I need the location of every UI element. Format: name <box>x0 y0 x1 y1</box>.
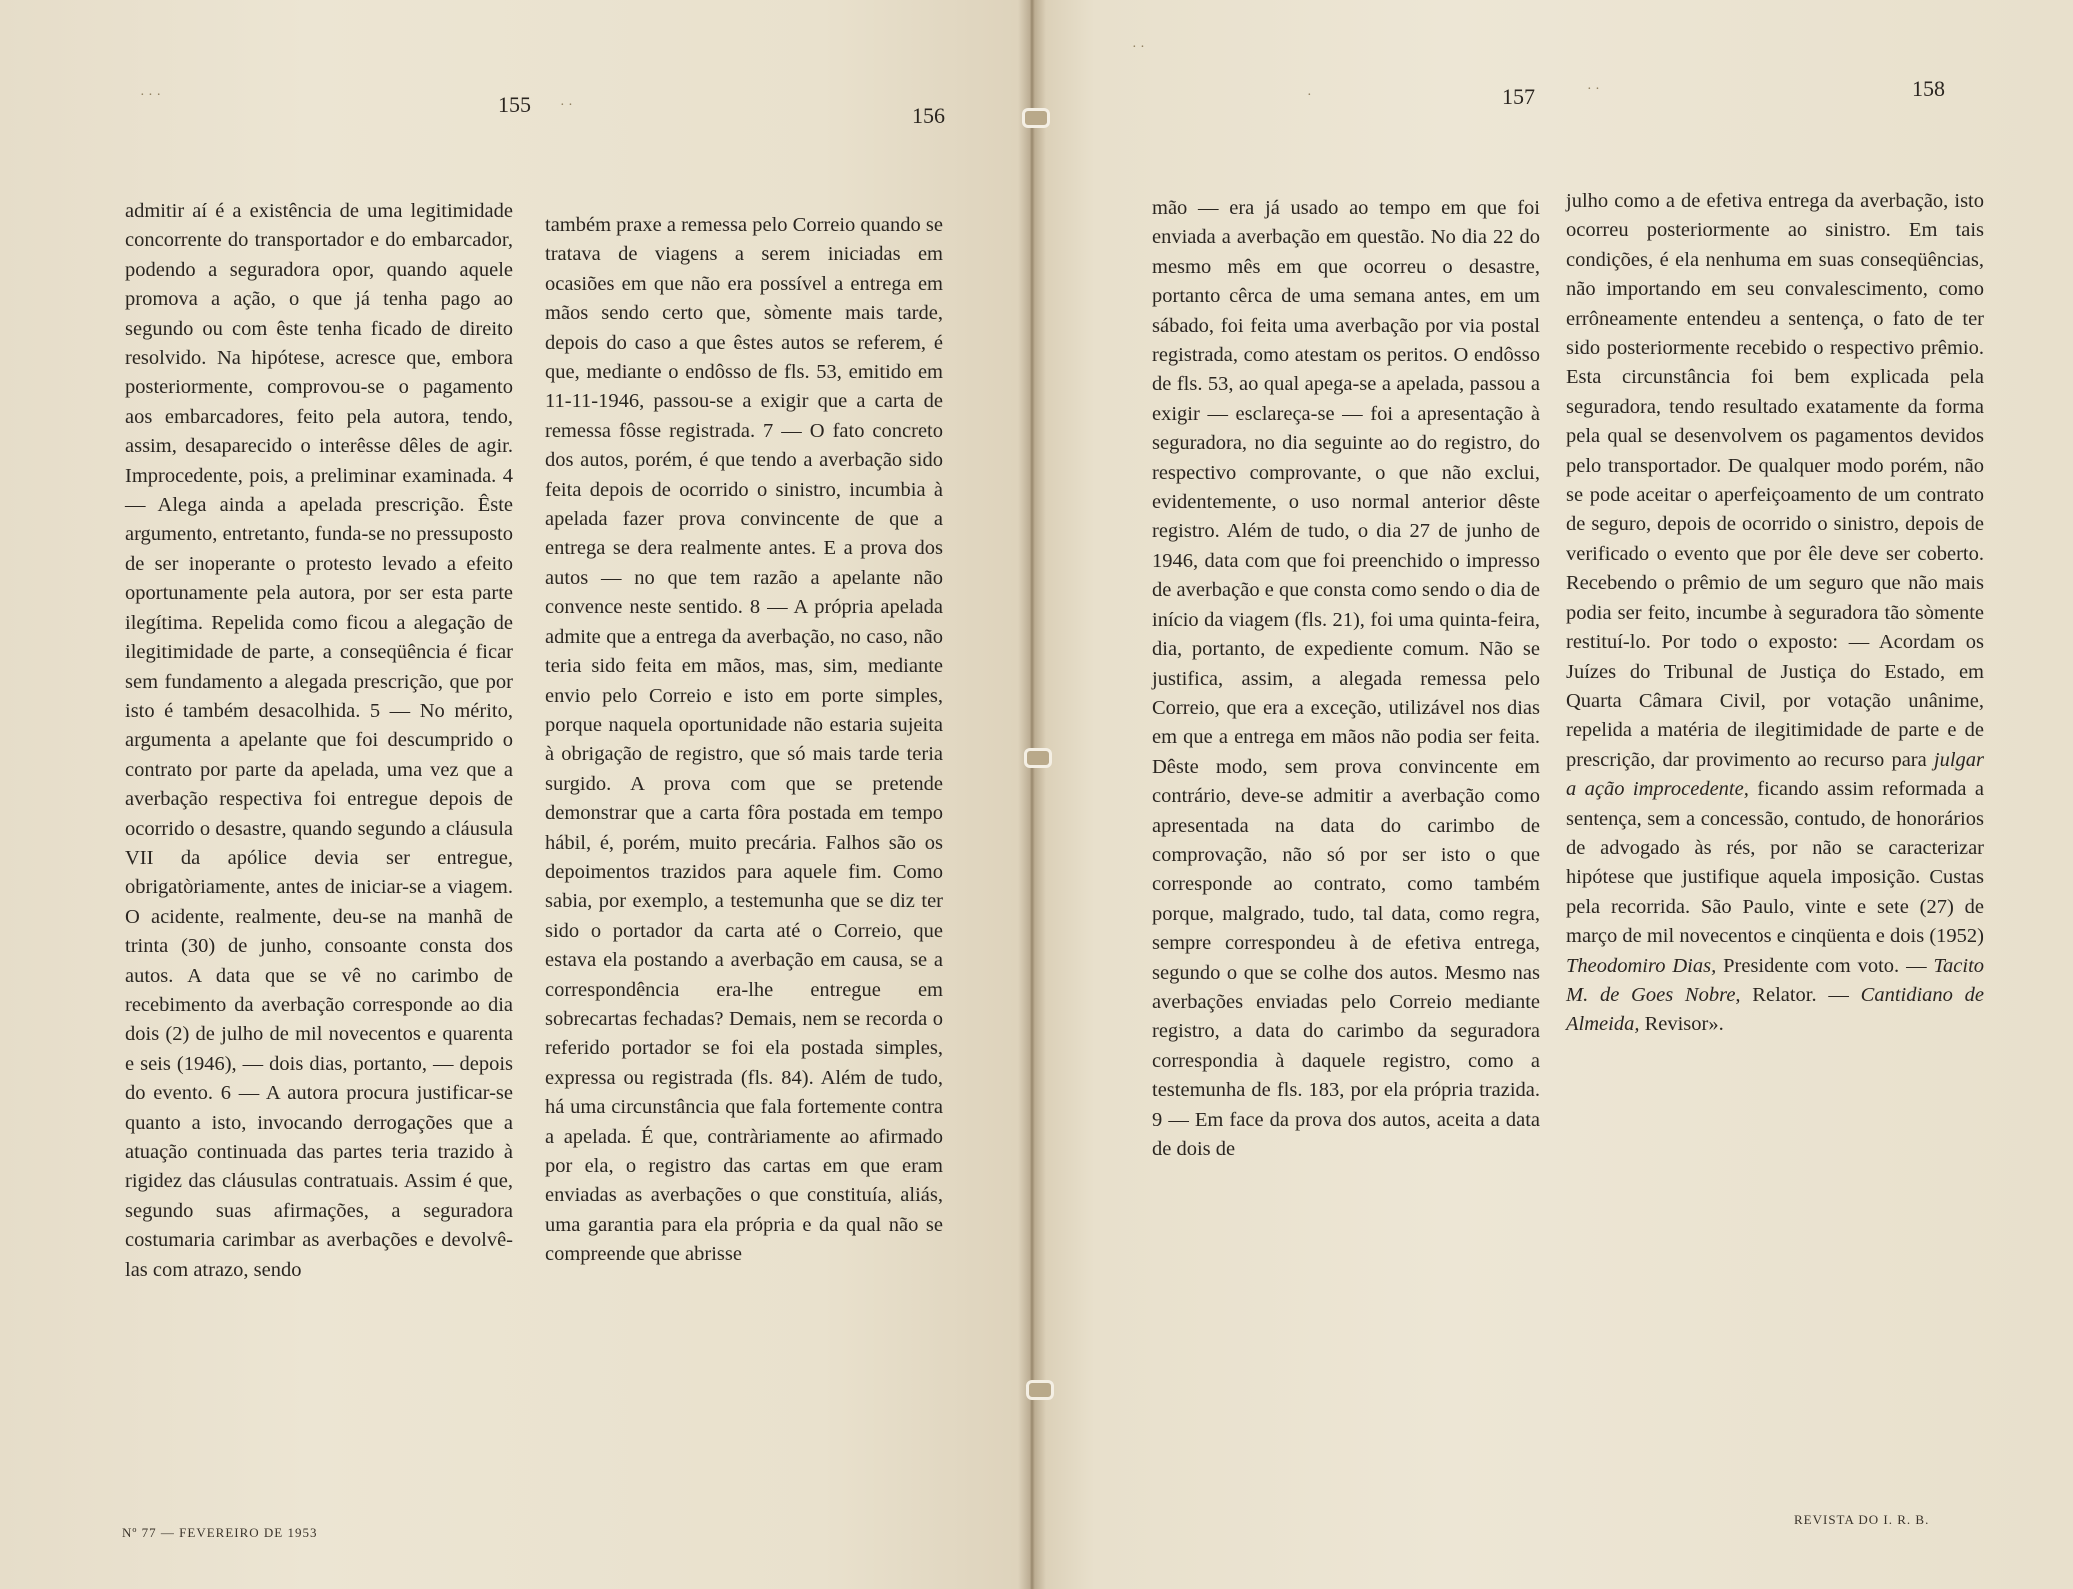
text-column-156: também praxe a remessa pelo Correio quando se tratava de viagens a serem iniciadas em ocasiões em que não era possível a entrega em mãos sendo certo que, sòmente mais tarde, depois do caso a que êstes autos se referem, é que, mediante o endôsso de fls. 53, emitido em 11-11-1946, passou-se a exigir que a carta de remessa fôsse registrada. 7 — O fato concreto dos autos, porém, é que tendo a averbação sido feita depois de ocorrido o sinistro, incumbia à apelada fazer prova convincente de que a entrega se dera realmente antes. E a prova dos autos — no que tem razão a apelante não convence neste sentido. 8 — A própria apelada admite que a entrega da averbação, no caso, não teria sido feita em mãos, mas, sim, mediante envio pelo Correio e isto em porte simples, porque naquela oportunidade não estaria sujeita à obrigação de registro, que só mais tarde teria surgido. A prova com que se pretende demonstrar que a carta fôra postada em tempo hábil, é, porém, muito precária. Falhos são os depoimentos trazidos para aquele fim. Como sabia, por exemplo, a testemunha que se diz ter sido o portador da carta até o Correio, que estava ela postando a averbação em causa, se a correspondência era-lhe entregue em sobrecartas fechadas? Demais, nem se recorda o referido portador se foi ela postada simples, expressa ou registrada (fls. 84). Além de tudo, há uma circunstância que fala fortemente contra a apelada. É que, contràriamente ao afirmado por ela, o registro das cartas em que eram enviadas as averbações o que constituía, aliás, uma garantia para ela própria e da qual não se compreende que abrisse <box>545 214 943 1266</box>
footer-journal: REVISTA DO I. R. B. <box>1794 1512 1930 1527</box>
col158-text-b: ficando assim reformada a sentença, sem a concessão, contudo, de honorários de advogado às rés, por não se caracterizar hipótese que justifique aquela imposição. Custas pela recorrida. São Paulo, vinte e sete (27) de março de mil novecentos e cinqüenta e dois (1952) <box>1566 778 1984 948</box>
col158-italic-ruling: julgar a ação improcedente, <box>1566 748 1984 801</box>
col158-italic-president: Theodomiro Dias, <box>1566 954 1717 977</box>
page-number-157: 157 <box>1502 84 1535 109</box>
col158-text-c: Presidente com voto. — <box>1723 954 1927 977</box>
staple-top <box>1022 108 1050 128</box>
text-column-155: admitir aí é a existência de uma legitimidade concorrente do transportador e do embarcador, podendo a seguradora opor, quando aquele promova a ação, o que já tenha pago ao segundo ou com êste tenha ficado de direito resolvido. Na hipótese, acresce que, embora posteriormente, comprovou-se o pagamento aos embarcadores, feito pela autora, tendo, assim, desaparecido o interêsse dêles de agir. Improcedente, pois, a preliminar examinada. 4 — Alega ainda a apelada prescrição. Êste argumento, entretanto, funda-se no pressuposto de ser inoperante o protesto levado a efeito oportunamente pela autora, por ser esta parte ilegítima. Repelida como ficou a alegação de ilegitimidade de parte, a conseqüência é ficar sem fundamento a alegada prescrição, que por isto é também desacolhida. 5 — No mérito, argumenta a apelante que foi descumprido o contrato por parte da apelada, uma vez que a averbação respectiva foi entregue depois de ocorrido o desastre, quando segundo a cláusula VII da apólice devia ser entregue, obrigatòriamente, antes de iniciar-se a viagem. O acidente, realmente, deu-se na manhã de trinta (30) de junho, consoante consta dos autos. A data que se vê no carimbo de recebimento da averbação corresponde ao dia dois (2) de julho de mil novecentos e quarenta e seis (1946), — dois dias, portanto, — depois do evento. 6 — A autora procura justificar-se quanto a isto, invocando derrogações que a atuação continuada das partes teria trazido à rigidez das cláusulas contratuais. Assim é que, segundo suas afirmações, a seguradora costumaria carimbar as averbações e devolvê-las com atrazo, sendo <box>125 200 513 1281</box>
staple-middle <box>1024 748 1052 768</box>
page-number-158: 158 <box>1912 76 1945 101</box>
col158-text-a: julho como a de efetiva entrega da averbação, isto ocorreu posteriormente ao sinistro. Em tais condições, é ela nenhuma em suas conseqüências, não importando em seu convalescimento, como errôneamente entendeu a sentença, o fato de ter sido posteriormente recebido o respectivo prêmio. Esta circunstância foi bem explicada pela seguradora, tendo resultado exatamente da forma pela qual se desenvolvem os pagamentos devidos pelo transportador. De qualquer modo porém, não se pode aceitar o aperfeiçoamento de um contrato de seguro, depois de ocorrido o sinistro, depois de verificado o evento que por êle deve ser coberto. Recebendo o prêmio de um seguro que não mais podia ser feito, incumbe à seguradora tão sòmente restituí-lo. Por todo o exposto: — Acordam os Juízes do Tribunal de Justiça do Estado, em Quarta Câmara Civil, por votação unânime, repelida a matéria de ilegitimidade de parte e de prescrição, dar provimento ao recurso para <box>1566 190 1984 771</box>
left-page: · · · · · 155 156 admitir aí é a existência de uma legitimidade concorrente do transportador e do embarcador, podendo a seguradora opor, quando aquele promova a ação, o que já tenha pago ao segundo ou com êste tenha ficado de direito resolvido. Na hipótese, acresce que, embora posteriormente, comprovou-se o pagamento aos embarcadores, feito pela autora, tendo, assim, desaparecido o interêsse dêles de agir. Improcedente, pois, a preliminar examinada. 4 — Alega ainda a apelada prescrição. Êste argumento, entretanto, funda-se no pressuposto de ser inoperante o protesto levado a efeito oportunamente pela autora, por ser esta parte ilegítima. Repelida como ficou a alegação de ilegitimidade de parte, a conseqüência é ficar sem fundamento a alegada prescrição, que por isto é também desacolhida. 5 — No mérito, argumenta a apelante que foi descumprido o contrato por parte da apelada, uma vez que a averbação respectiva foi entregue depois de ocorrido o desastre, quando segundo a cláusula VII da apólice devia ser entregue, obrigatòriamente, antes de iniciar-se a viagem. O acidente, realmente, deu-se na manhã de trinta (30) de junho, consoante consta dos autos. A data que se vê no carimbo de recebimento da averbação corresponde ao dia dois (2) de julho de mil novecentos e quarenta e seis (1946), — dois dias, portanto, — depois do evento. 6 — A autora procura justificar-se quanto a isto, invocando derrogações que a atuação continuada das partes teria trazido à rigidez das cláusulas contratuais. Assim é que, segundo suas afirmações, a seguradora costumaria carimbar as averbações e devolvê-las com atrazo, sendo também praxe a remessa pelo Correio quando se tratava de viagens a serem iniciadas em ocasiões em que não era possível a entrega em mãos sendo certo que, sòmente mais tarde, depois do caso a que êstes autos se referem, é que, mediante o endôsso de fls. 53, emitido em 11-11-1946, passou-se a exigir que a carta de remessa fôsse registrada. 7 — O fato concreto dos autos, porém, é que tendo a averbação sido feita depois de ocorrido o sinistro, incumbia à apelada fazer prova convincente de que a entrega se dera realmente antes. E a prova dos autos — no que tem razão a apelante não convence neste sentido. 8 — A própria apelada admite que a entrega da averbação, no caso, não teria sido feita em mãos, mas, sim, mediante envio pelo Correio e isto em porte simples, porque naquela oportunidade não estaria sujeita à obrigação de registro, que só mais tarde teria surgido. A prova com que se pretende demonstrar que a carta fôra postada em tempo hábil, é, porém, muito precária. Falhos são os depoimentos trazidos para aquele fim. Como sabia, por exemplo, a testemunha que se diz ter sido o portador da carta até o Correio, que estava ela postando a averbação em causa, se a correspondência era-lhe entregue em sobrecartas fechadas? Demais, nem se recorda o referido portador se foi ela postada simples, expressa ou registrada (fls. 84). Além de tudo, há uma circunstância que fala fortemente contra a apelada. É que, contràriamente ao afirmado por ela, o registro das cartas em que eram enviadas as averbações o que constituía, aliás, uma garantia para ela própria e da qual não se compreende que abrisse Nº 77 — FEVEREIRO DE 1953 <box>0 0 1030 1589</box>
col158-text-e: Revisor». <box>1644 1013 1724 1036</box>
staple-bottom <box>1026 1380 1054 1400</box>
col158-italic-relator: Tacito M. de Goes Nobre, <box>1566 954 1985 1006</box>
page-number-156: 156 <box>912 103 945 128</box>
footer-issue: Nº 77 — FEVEREIRO DE 1953 <box>122 1525 318 1540</box>
text-column-158 <box>1566 187 1984 1040</box>
col158-italic-revisor: Cantidiano de Almeida, <box>1566 983 1984 1036</box>
book-gutter <box>1018 0 1046 1589</box>
col158-text-d: Relator. — <box>1752 983 1849 1006</box>
page-number-155: 155 <box>498 92 531 117</box>
text-column-157: mão — era já usado ao tempo em que foi enviada a averbação em questão. No dia 22 do mesmo mês em que ocorreu o desastre, portanto cêrca de uma semana antes, em um sábado, foi feita uma averbação por via postal registrada, como atestam os peritos. O endôsso de fls. 53, ao qual apega-se a apelada, passou a exigir — esclareça-se — foi a apresentação à seguradora, no dia seguinte ao do registro, do respectivo comprovante, o que não exclui, evidentemente, o uso normal anterior dêste registro. Além de tudo, o dia 27 de junho de 1946, data com que foi preenchido o impresso de averbação e que consta como sendo o dia de início da viagem (fls. 21), foi uma quinta-feira, dia, portanto, de expediente comum. Não se justifica, assim, a alegada remessa pelo Correio, que era a exceção, utilizável nos dias em que a entrega em mãos não podia ser feita. Dêste modo, sem prova convincente em contrário, deve-se admitir a averbação como apresentada na data do carimbo de comprovação, não só por ser isto o que corresponde ao contrato, como também porque, malgrado, tudo, tal data, como regra, sempre correspondeu à de efetiva entrega, segundo o que se colhe dos autos. Mesmo nas averbações enviadas pelo Correio mediante registro, a data do carimbo da seguradora correspondia à daquele registro, como a testemunha de fls. 183, por ela própria trazida. 9 — Em face da prova dos autos, aceita a data de dois de <box>1152 197 1540 1160</box>
right-page: · · · · · 157 158 mão — era já usado ao tempo em que foi enviada a averbação em questão. No dia 22 do mesmo mês em que ocorreu o desastre, portanto cêrca de uma semana antes, em um sábado, foi feita uma averbação por via postal registrada, como atestam os peritos. O endôsso de fls. 53, ao qual apega-se a apelada, passou a exigir — esclareça-se — foi a apresentação à seguradora, no dia seguinte ao do registro, do respectivo comprovante, o que não exclui, evidentemente, o uso normal anterior dêste registro. Além de tudo, o dia 27 de junho de 1946, data com que foi preenchido o impresso de averbação e que consta como sendo o dia de início da viagem (fls. 21), foi uma quinta-feira, dia, portanto, de expediente comum. Não se justifica, assim, a alegada remessa pelo Correio, que era a exceção, utilizável nos dias em que a entrega em mãos não podia ser feita. Dêste modo, sem prova convincente em contrário, deve-se admitir a averbação como apresentada na data do carimbo de comprovação, não só por ser isto o que corresponde ao contrato, como também porque, malgrado, tudo, tal data, como regra, sempre correspondeu à de efetiva entrega, segundo o que se colhe dos autos. Mesmo nas averbações enviadas pelo Correio mediante registro, a data do carimbo da seguradora correspondia à daquele registro, como a testemunha de fls. 183, por ela própria trazida. 9 — Em face da prova dos autos, aceita a data de dois de julho como a de efetiva entrega da averbação, isto ocorreu posteriormente ao sinistro. Em tais condições, é ela nenhuma em suas conseqüências, não importando em seu convalescimento, como errôneamente entendeu a sentença, o fato de ter sido posteriormente recebido o respectivo prêmio. Esta circunstância foi bem explicada pela seguradora, tendo resultado exatamente da forma pela qual se desenvolvem os pagamentos devidos pelo transportador. De qualquer modo porém, não se pode aceitar o aperfeiçoamento de um contrato de seguro, depois de ocorrido o sinistro, depois de verificado o evento que por êle deve ser coberto. Recebendo o prêmio de um seguro que não mais podia ser feito, incumbe à seguradora tão sòmente restituí-lo. Por todo o exposto: — Acordam os Juízes do Tribunal de Justiça do Estado, em Quarta Câmara Civil, por votação unânime, repelida a matéria de ilegitimidade de parte e de prescrição, dar provimento ao recurso para julgar a ação improcedente, ficando assim reformada a sentença, sem a concessão, contudo, de honorários de advogado às rés, por não se caracterizar hipótese que justifique aquela imposição. Custas pela recorrida. São Paulo, vinte e sete (27) de março de mil novecentos e cinqüenta e dois (1952) Theodomiro Dias, Presidente com voto. — Tacito M. de Goes Nobre, Relator. — Cantidiano de Almeida, Revisor». REVISTA DO I. R. B. <box>1032 0 2073 1589</box>
